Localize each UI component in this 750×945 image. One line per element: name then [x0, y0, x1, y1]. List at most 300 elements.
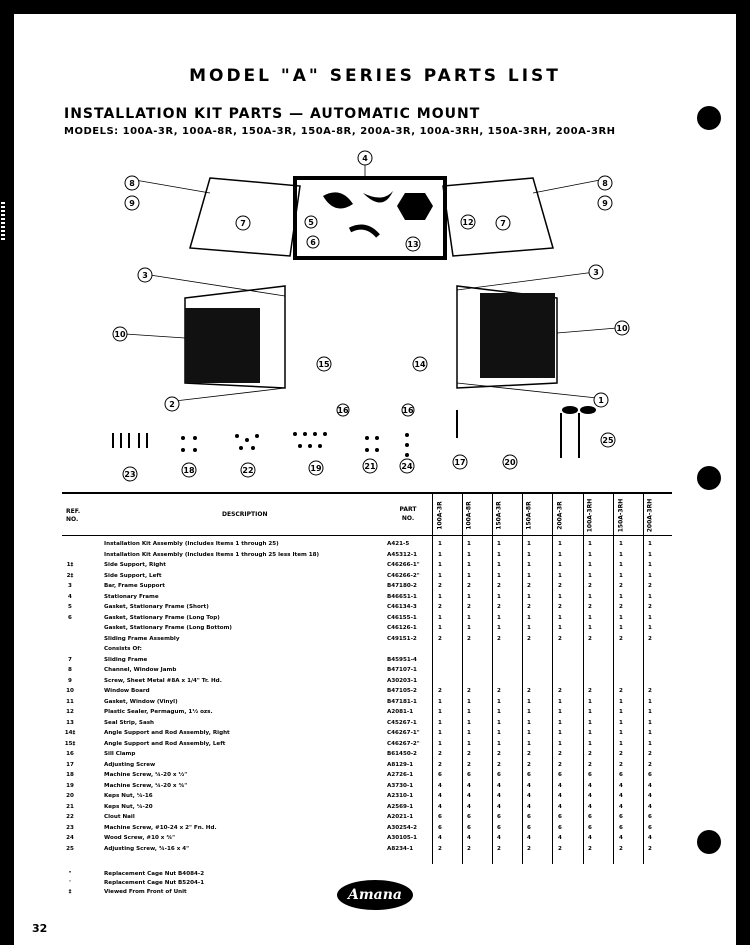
- table-row: [62, 698, 672, 707]
- quantity-cell: 6: [648, 824, 652, 831]
- part-description: Plastic Sealer, Permagum, 1½ ozs.: [104, 709, 213, 715]
- quantity-cell: 1: [467, 551, 471, 558]
- quantity-cell: 1: [527, 614, 531, 621]
- quantity-cell: 4: [527, 793, 531, 799]
- part-number: C46267-1": [387, 730, 420, 736]
- quantity-cell: 1: [467, 698, 471, 705]
- quantity-cell: 6: [558, 824, 562, 831]
- quantity-cell: 1: [467, 730, 471, 736]
- callout-4: [358, 151, 372, 165]
- quantity-cell: 2: [558, 635, 562, 642]
- sliding-frame-right: [443, 178, 553, 256]
- callout-7-right: [496, 216, 510, 230]
- plastic-sealer: [397, 193, 433, 220]
- part-number: B47181-1: [387, 698, 417, 705]
- quantity-cell: 4: [527, 782, 531, 789]
- table-row: [62, 603, 672, 612]
- svg-text:5: 5: [308, 218, 314, 227]
- quantity-cell: 1: [558, 614, 562, 621]
- quantity-cell: 1: [648, 740, 652, 747]
- ref-number: 9: [68, 677, 72, 684]
- quantity-cell: 1: [648, 730, 652, 736]
- quantity-cell: 1: [497, 614, 501, 621]
- quantity-cell: 2: [619, 751, 623, 757]
- ref-number: 1‡: [66, 562, 74, 568]
- callout-3-left: [138, 268, 152, 282]
- quantity-cell: 1: [558, 719, 562, 726]
- table-row: [62, 624, 672, 633]
- ref-number: 19: [66, 782, 74, 789]
- part-number: B47107-1: [387, 667, 417, 673]
- quantity-cell: 6: [497, 772, 501, 778]
- model-header: 200A-3R: [556, 501, 564, 530]
- quantity-cell: 2: [438, 635, 442, 642]
- quantity-cell: 6: [527, 772, 531, 778]
- ref-number: 24: [66, 835, 74, 841]
- quantity-cell: 6: [467, 824, 471, 831]
- callout-25: [601, 433, 615, 447]
- quantity-cell: 4: [497, 803, 501, 810]
- quantity-cell: 1: [648, 541, 652, 547]
- svg-text:22: 22: [242, 466, 254, 475]
- quantity-cell: 1: [527, 719, 531, 726]
- table-row: [62, 708, 672, 717]
- quantity-cell: 4: [648, 803, 652, 810]
- table-row: [62, 561, 672, 570]
- part-description: Keps Nut, ¼-16: [104, 793, 153, 799]
- part-description: Machine Screw, ¼-20 x ¾": [104, 782, 188, 789]
- quantity-cell: 2: [619, 845, 623, 852]
- part-number: A3730-1: [387, 782, 414, 789]
- part-number: A2569-1: [387, 803, 414, 810]
- quantity-cell: 1: [527, 593, 531, 600]
- ref-number: 22: [66, 814, 74, 820]
- window-board-right: [480, 293, 555, 378]
- quantity-cell: 1: [619, 709, 623, 715]
- svg-text:16: 16: [402, 406, 414, 415]
- quantity-cell: 1: [558, 541, 562, 547]
- table-row: [62, 656, 672, 665]
- quantity-cell: 2: [467, 604, 471, 610]
- punch-hole-middle: [697, 466, 721, 490]
- part-description: Adjusting Screw: [104, 761, 156, 768]
- quantity-cell: 2: [648, 604, 652, 610]
- part-description: Sliding Frame: [104, 656, 148, 663]
- quantity-cell: 6: [527, 824, 531, 831]
- table-row: [62, 687, 672, 696]
- quantity-cell: 1: [497, 551, 501, 558]
- quantity-cell: 4: [497, 782, 501, 789]
- quantity-cell: 1: [588, 593, 592, 600]
- quantity-cell: 1: [558, 698, 562, 705]
- quantity-cell: 4: [558, 835, 562, 841]
- quantity-cell: 4: [558, 793, 562, 799]
- quantity-cell: 1: [588, 562, 592, 568]
- part-description: Channel, Window Jamb: [104, 667, 177, 673]
- quantity-cell: 1: [467, 541, 471, 547]
- table-row: [62, 824, 672, 833]
- quantity-cell: 6: [497, 824, 501, 831]
- quantity-cell: 2: [527, 751, 531, 757]
- svg-text:15: 15: [318, 360, 330, 369]
- quantity-cell: 4: [588, 782, 592, 789]
- part-number: A30254-2: [387, 824, 418, 831]
- quantity-cell: 2: [648, 761, 652, 768]
- table-row: [62, 540, 672, 549]
- quantity-cell: 1: [497, 698, 501, 705]
- quantity-cell: 1: [438, 709, 442, 715]
- ref-number: 7: [68, 656, 72, 663]
- table-row: [62, 792, 672, 801]
- callout-5: [305, 216, 317, 228]
- exploded-parts-diagram: [95, 148, 640, 493]
- table-row: [62, 761, 672, 770]
- quantity-cell: 2: [438, 845, 442, 852]
- part-number: C46155-1: [387, 614, 417, 621]
- quantity-cell: 6: [527, 814, 531, 820]
- part-description: Angle Support and Rod Assembly, Right: [104, 730, 230, 736]
- quantity-cell: 6: [467, 814, 471, 820]
- table-row: [62, 666, 672, 675]
- quantity-cell: 4: [527, 803, 531, 810]
- quantity-cell: 6: [438, 772, 442, 778]
- svg-text:3: 3: [593, 268, 599, 277]
- quantity-cell: 1: [438, 719, 442, 726]
- callout-9-left: [125, 196, 139, 210]
- table-row: [62, 782, 672, 791]
- callout-12: [461, 215, 475, 229]
- callout-16-left: [337, 404, 349, 416]
- callout-10-right: [615, 321, 629, 335]
- quantity-cell: 4: [588, 803, 592, 810]
- part-description: Angle Support and Rod Assembly, Left: [104, 740, 226, 747]
- part-number: A421-5: [387, 541, 410, 547]
- part-description: Gasket, Window (Vinyl): [104, 698, 178, 705]
- table-row: [62, 813, 672, 822]
- quantity-cell: 1: [497, 625, 501, 631]
- part-number: B47180-2: [387, 583, 417, 589]
- part-description: Stationary Frame: [104, 593, 159, 600]
- quantity-cell: 1: [438, 730, 442, 736]
- ref-number: 14‡: [64, 730, 76, 736]
- quantity-cell: 1: [558, 730, 562, 736]
- table-row: [62, 593, 672, 602]
- part-number: A2310-1: [387, 793, 414, 799]
- model-header: 150A-3R: [495, 501, 503, 530]
- gasket-short: [323, 192, 353, 208]
- quantity-cell: 1: [558, 593, 562, 600]
- quantity-cell: 1: [619, 551, 623, 558]
- part-description: Side Support, Left: [104, 572, 162, 579]
- quantity-cell: 2: [527, 761, 531, 768]
- table-row: [62, 834, 672, 843]
- quantity-cell: 1: [438, 541, 442, 547]
- model-header: 200A-3RH: [646, 498, 654, 533]
- svg-text:10: 10: [616, 324, 628, 333]
- quantity-cell: 2: [467, 751, 471, 757]
- part-description: Machine Screw, #10-24 x 2" Fn. Hd.: [104, 824, 217, 831]
- svg-text:23: 23: [124, 470, 136, 479]
- quantity-cell: 1: [588, 730, 592, 736]
- ref-number: 11: [66, 698, 74, 705]
- quantity-cell: 2: [467, 583, 471, 589]
- quantity-cell: 4: [438, 793, 442, 799]
- table-row: [62, 729, 672, 738]
- part-number: A45312-1: [387, 551, 418, 558]
- svg-text:20: 20: [504, 458, 516, 467]
- quantity-cell: 4: [438, 835, 442, 841]
- quantity-cell: 2: [619, 688, 623, 694]
- ref-number: 13: [66, 719, 74, 726]
- quantity-cell: 2: [619, 635, 623, 642]
- quantity-cell: 1: [438, 593, 442, 600]
- quantity-cell: 2: [438, 583, 442, 589]
- part-description: Clout Nail: [104, 814, 135, 820]
- ref-number: 17: [66, 761, 74, 768]
- quantity-cell: 4: [558, 803, 562, 810]
- svg-text:9: 9: [602, 199, 608, 208]
- table-row: [62, 645, 672, 654]
- quantity-cell: 4: [648, 793, 652, 799]
- svg-text:6: 6: [310, 238, 316, 247]
- ref-number: 21: [66, 803, 74, 810]
- part-number: B47105-2: [387, 688, 417, 694]
- quantity-cell: 4: [497, 793, 501, 799]
- callout-7-left: [236, 216, 250, 230]
- part-number: A8234-1: [387, 845, 414, 852]
- header-ref-no: REF. NO.: [66, 508, 81, 523]
- ref-number: 3: [68, 583, 72, 589]
- gasket-long: [363, 191, 393, 203]
- quantity-cell: 2: [588, 845, 592, 852]
- quantity-cell: 2: [558, 845, 562, 852]
- quantity-cell: 1: [527, 551, 531, 558]
- part-number: C46126-1: [387, 625, 417, 631]
- quantity-cell: 2: [438, 751, 442, 757]
- model-header: 150A-3RH: [617, 498, 625, 533]
- quantity-cell: 4: [497, 835, 501, 841]
- section-subtitle: INSTALLATION KIT PARTS — AUTOMATIC MOUNT: [64, 106, 481, 122]
- quantity-cell: 2: [527, 604, 531, 610]
- svg-text:25: 25: [602, 436, 614, 445]
- quantity-cell: 6: [588, 814, 592, 820]
- callout-3-right: [589, 265, 603, 279]
- quantity-cell: 2: [588, 604, 592, 610]
- quantity-cell: 1: [527, 562, 531, 568]
- callout-20: [503, 455, 517, 469]
- quantity-cell: 1: [588, 572, 592, 579]
- quantity-cell: 2: [648, 688, 652, 694]
- part-number: A2726-1: [387, 772, 414, 778]
- quantity-cell: 6: [558, 772, 562, 778]
- quantity-cell: 2: [619, 761, 623, 768]
- quantity-cell: 1: [619, 541, 623, 547]
- quantity-cell: 1: [648, 572, 652, 579]
- part-description: Screw, Sheet Metal #8A x 1/4" Tr. Hd.: [104, 677, 222, 684]
- part-description: Gasket, Stationary Frame (Long Top): [104, 614, 220, 621]
- callout-19: [309, 461, 323, 475]
- ref-number: 23: [66, 824, 74, 831]
- quantity-cell: 1: [438, 551, 442, 558]
- quantity-cell: 1: [497, 562, 501, 568]
- quantity-cell: 2: [497, 751, 501, 757]
- quantity-cell: 6: [648, 814, 652, 820]
- quantity-cell: 4: [588, 793, 592, 799]
- quantity-cell: 4: [619, 803, 623, 810]
- table-top-rule: [62, 492, 672, 494]
- table-row: [62, 635, 672, 644]
- part-number: A2081-1: [387, 709, 414, 715]
- quantity-cell: 1: [588, 541, 592, 547]
- svg-text:3: 3: [142, 271, 148, 280]
- part-number: A8129-1: [387, 761, 414, 768]
- quantity-cell: 4: [438, 782, 442, 789]
- quantity-cell: 6: [648, 772, 652, 778]
- binding-mark: [1, 200, 5, 240]
- quantity-cell: 1: [497, 730, 501, 736]
- ref-number: 5: [68, 604, 72, 610]
- callout-10-left: [113, 327, 127, 341]
- quantity-cell: 1: [619, 625, 623, 631]
- table-row: [62, 719, 672, 728]
- header-part-no: PART NO.: [399, 506, 417, 522]
- quantity-cell: 4: [467, 782, 471, 789]
- part-number: C46267-2": [387, 740, 420, 747]
- punch-hole-top: [697, 106, 721, 130]
- part-number: A30105-1: [387, 835, 418, 841]
- quantity-cell: 4: [558, 782, 562, 789]
- quantity-cell: 1: [648, 593, 652, 600]
- quantity-cell: 4: [527, 835, 531, 841]
- table-header-rule: [62, 535, 672, 536]
- quantity-cell: 1: [588, 740, 592, 747]
- ref-number: 8: [68, 667, 72, 673]
- callout-18: [182, 463, 196, 477]
- quantity-cell: 2: [527, 583, 531, 589]
- quantity-cell: 6: [558, 814, 562, 820]
- quantity-cell: 1: [588, 551, 592, 558]
- quantity-cell: 1: [438, 572, 442, 579]
- ref-number: 18: [66, 772, 74, 778]
- quantity-cell: 2: [648, 751, 652, 757]
- quantity-cell: 1: [619, 730, 623, 736]
- part-description: Gasket, Stationary Frame (Long Bottom): [104, 625, 232, 631]
- quantity-cell: 1: [648, 562, 652, 568]
- part-description: Keps Nut, ¼-20: [104, 803, 153, 810]
- page-number: 32: [32, 922, 48, 935]
- quantity-cell: 2: [588, 688, 592, 694]
- quantity-cell: 1: [648, 698, 652, 705]
- svg-text:7: 7: [500, 219, 506, 228]
- quantity-cell: 1: [648, 551, 652, 558]
- ref-number: 20: [66, 793, 74, 799]
- model-header: 150A-8R: [525, 501, 533, 530]
- ref-number: 10: [66, 688, 74, 694]
- quantity-cell: 6: [619, 824, 623, 831]
- quantity-cell: 1: [648, 625, 652, 631]
- part-number: C46266-1": [387, 562, 420, 568]
- part-description: Sliding Frame Assembly: [104, 635, 180, 642]
- models-line: MODELS: 100A-3R, 100A-8R, 150A-3R, 150A-8R, 200A-3R, 100A-3RH, 150A-3RH, 200A-3RH: [64, 126, 616, 137]
- callout-1: [594, 393, 608, 407]
- ref-number: 12: [66, 709, 74, 715]
- amana-logo: Amana: [337, 880, 413, 910]
- quantity-cell: 1: [619, 740, 623, 747]
- quantity-cell: 2: [438, 604, 442, 610]
- quantity-cell: 1: [527, 541, 531, 547]
- table-row: [62, 551, 672, 560]
- quantity-cell: 1: [558, 562, 562, 568]
- quantity-cell: 2: [497, 635, 501, 642]
- quantity-cell: 1: [467, 593, 471, 600]
- part-number: B46651-1: [387, 593, 417, 600]
- part-description: Bar, Frame Support: [104, 583, 165, 589]
- svg-text:8: 8: [602, 179, 608, 188]
- quantity-cell: 1: [527, 698, 531, 705]
- quantity-cell: 1: [467, 572, 471, 579]
- quantity-cell: 2: [527, 688, 531, 694]
- quantity-cell: 2: [558, 761, 562, 768]
- page-title: MODEL "A" SERIES PARTS LIST: [189, 66, 561, 86]
- part-number: C45267-1: [387, 719, 417, 726]
- quantity-cell: 1: [527, 625, 531, 631]
- quantity-cell: 1: [527, 709, 531, 715]
- quantity-cell: 6: [588, 824, 592, 831]
- quantity-cell: 2: [558, 688, 562, 694]
- quantity-cell: 1: [438, 562, 442, 568]
- quantity-cell: 4: [467, 803, 471, 810]
- quantity-cell: 4: [588, 835, 592, 841]
- svg-text:1: 1: [598, 396, 604, 405]
- svg-text:24: 24: [401, 462, 413, 471]
- quantity-cell: 1: [588, 719, 592, 726]
- svg-text:4: 4: [362, 154, 368, 163]
- callout-16-right: [402, 404, 414, 416]
- quantity-cell: 2: [619, 604, 623, 610]
- part-number: C46266-2": [387, 572, 420, 579]
- quantity-cell: 1: [619, 572, 623, 579]
- quantity-cell: 2: [648, 845, 652, 852]
- quantity-cell: 1: [438, 698, 442, 705]
- callout-8-right: [598, 176, 612, 190]
- quantity-cell: 1: [558, 709, 562, 715]
- quantity-cell: 2: [467, 688, 471, 694]
- callout-13: [406, 237, 420, 251]
- quantity-cell: 1: [438, 614, 442, 621]
- part-description: Side Support, Right: [104, 562, 166, 568]
- quantity-cell: 1: [467, 614, 471, 621]
- part-number: A2021-1: [387, 814, 414, 820]
- model-header: 100A-8R: [465, 501, 473, 530]
- quantity-cell: 1: [497, 572, 501, 579]
- quantity-cell: 2: [497, 761, 501, 768]
- quantity-cell: 1: [527, 740, 531, 747]
- quantity-cell: 1: [619, 698, 623, 705]
- part-description: Adjusting Screw, ¾-16 x 4": [104, 845, 190, 852]
- part-number: C46134-3: [387, 604, 417, 610]
- quantity-cell: 2: [558, 604, 562, 610]
- quantity-cell: 6: [619, 772, 623, 778]
- svg-text:2: 2: [169, 400, 175, 409]
- svg-text:19: 19: [310, 464, 322, 473]
- table-row: [62, 845, 672, 854]
- svg-text:18: 18: [183, 466, 195, 475]
- table-row: [62, 803, 672, 812]
- quantity-cell: 2: [648, 635, 652, 642]
- callout-17: [453, 455, 467, 469]
- svg-text:16: 16: [337, 406, 349, 415]
- model-header: 100A-3RH: [586, 498, 594, 533]
